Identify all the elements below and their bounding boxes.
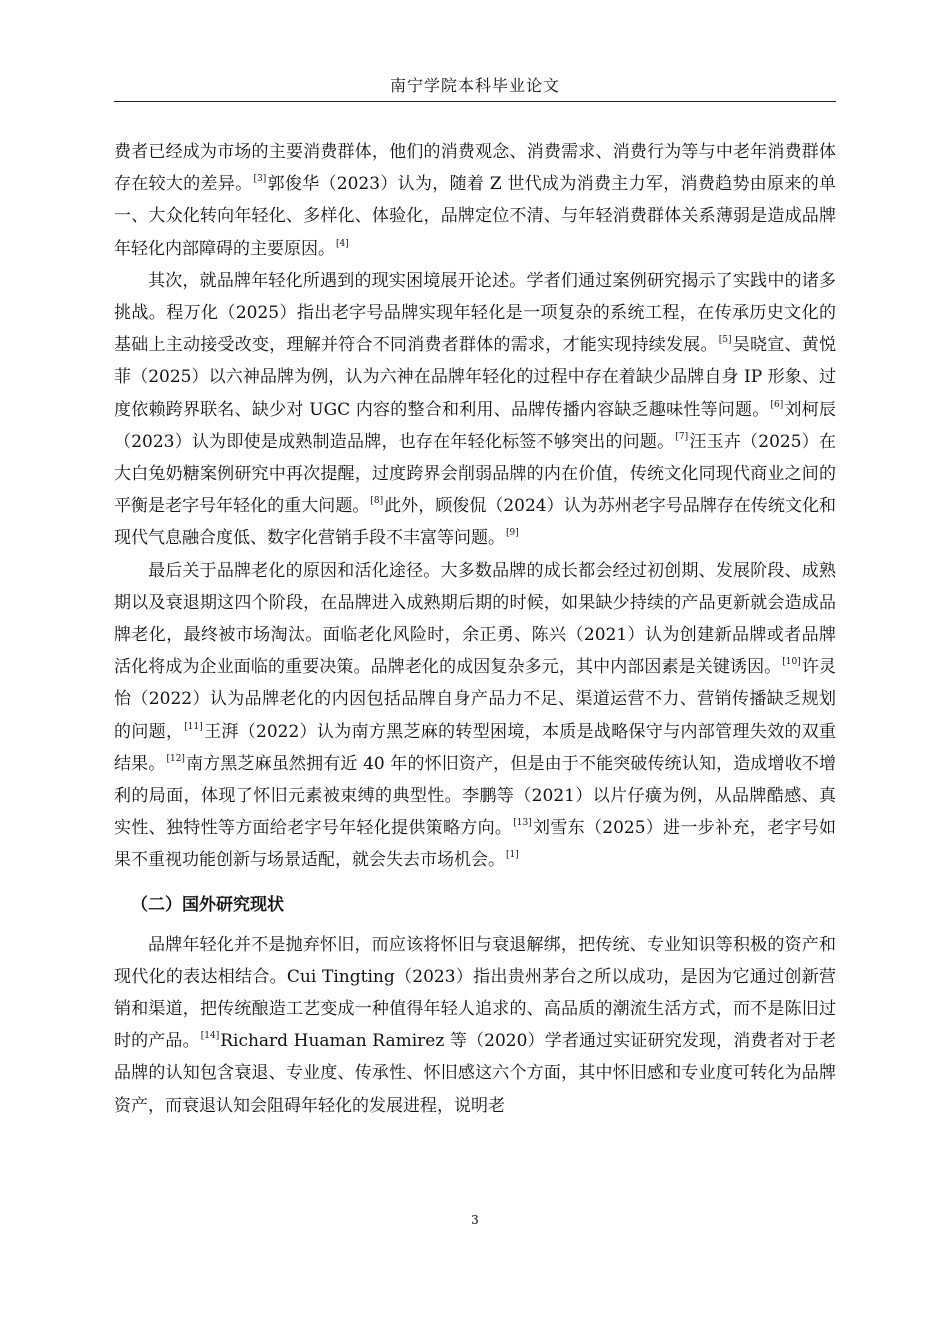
- citation-ref: [9]: [506, 528, 519, 539]
- paragraph-2-text-5: 此外，顾俊侃（2024）认为苏州老字号品牌存在传统文化和现代气息融合度低、数字化营销手段不丰富等问题。: [114, 496, 837, 549]
- citation-ref: [5]: [718, 335, 732, 346]
- citation-ref: [8]: [370, 496, 384, 507]
- citation-ref: [13]: [513, 818, 532, 829]
- citation-ref: [1]: [506, 850, 519, 861]
- citation-ref: [4]: [336, 238, 349, 249]
- paragraph-2-text-3: 刘柯辰（2023）认为即使是成熟制造品牌，也存在年轻化标签不够突出的问题。: [114, 399, 836, 452]
- paragraph-3-text-3: 王湃（2022）认为南方黑芝麻的转型困境，本质是战略保守与内部管理失效的双重结果。: [114, 721, 837, 774]
- citation-ref: [12]: [166, 753, 185, 764]
- paragraph-2-text-4: 汪玉卉（2025）在大白兔奶糖案例研究中再次提醒，过度跨界会削弱品牌的内在价值，传统文化同现代商业之间的平衡是老字号年轻化的重大问题。: [114, 431, 836, 517]
- paragraph-4: [114, 929, 836, 1122]
- header-divider: [114, 101, 836, 102]
- paragraph-1-text-2: 郭俊华（2023）认为，随着 Z 世代成为消费主力军，消费趋势由原来的单一、大众化转向年轻化、多样化、体验化，品牌定位不清、与年轻消费群体关系薄弱是造成品牌年轻化内部障碍的主要原因。: [114, 174, 837, 259]
- page-body: [114, 136, 836, 1122]
- paragraph-3-text-4: 南方黑芝麻虽然拥有近 40 年的怀旧资产，但是由于不能突破传统认知，造成增收不增利的局面，体现了怀旧元素被束缚的典型性。李鹏等（2021）以片仔癀为例，从品牌酷感、真实性、独特性等方面给老字号年轻化提供策略方向。: [114, 753, 836, 839]
- running-header: 南宁学院本科毕业论文: [389, 76, 560, 95]
- citation-ref: [14]: [200, 1031, 220, 1042]
- paragraph-1-text-1: 费者已经成为市场的主要消费群体，他们的消费观念、消费需求、消费行为等与中老年消费群体存在较大的差异。: [114, 142, 836, 195]
- citation-ref: [6]: [770, 399, 784, 410]
- paragraph-2-text-2: 吴晓宣、黄悦菲（2025）以六神品牌为例，认为六神在品牌年轻化的过程中存在着缺少品牌自身 IP 形象、过度依赖跨界联名、缺少对 UGC 内容的整合和利用、品牌传播内容缺乏趣味性等问题。: [114, 335, 836, 420]
- section-heading: （二）国外研究现状: [131, 894, 284, 915]
- paragraph-2: [114, 265, 836, 555]
- paragraph-3: [114, 555, 836, 877]
- citation-ref: [11]: [184, 721, 203, 732]
- paragraph-2-text-1: 其次，就品牌年轻化所遇到的现实困境展开论述。学者们通过案例研究揭示了实践中的诸多挑战。程万化（2025）指出老字号品牌实现年轻化是一项复杂的系统工程，在传承历史文化的基础上主动接受改变，理解并符合不同消费者群体的需求，才能实现持续发展。: [114, 270, 836, 356]
- paragraph-3-text-1: 最后关于品牌老化的原因和活化途径。大多数品牌的成长都会经过初创期、发展阶段、成熟期以及衰退期这四个阶段，在品牌进入成熟期后期的时候，如果缺少持续的产品更新就会造成品牌老化，最终被市场淘汰。面临老化风险时，余正勇、陈兴（2021）认为创建新品牌或者品牌活化将成为企业面临的重要决策。品牌老化的成因复杂多元，其中内部因素是关键诱因。: [114, 560, 836, 678]
- citation-ref: [3]: [253, 174, 267, 185]
- citation-ref: [7]: [675, 431, 689, 442]
- paragraph-3-text-2: 许灵怡（2022）认为品牌老化的内因包括品牌自身产品力不足、渠道运营不力、营销传播缺乏规划的问题，: [114, 657, 837, 742]
- citation-ref: [10]: [782, 657, 801, 668]
- page-number: 3: [471, 1213, 479, 1227]
- paragraph-4-text-1: 品牌年轻化并不是抛弃怀旧，而应该将怀旧与衰退解绑，把传统、专业知识等积极的资产和现代化的表达相结合。Cui Tingting（2023）指出贵州茅台之所以成功，是因为它通过创新营销和渠道，把传统酿造工艺变成一种值得年轻人追求的、高品质的潮流生活方式，而不是陈旧过时的产品。: [114, 934, 836, 1052]
- paragraph-3-text-5: 刘雪东（2025）进一步补充，老字号如果不重视功能创新与场景适配，就会失去市场机会。: [114, 818, 837, 871]
- paragraph-4-text-2: Richard Huaman Ramirez 等（2020）学者通过实证研究发现，消费者对于老品牌的认知包含衰退、专业度、传承性、怀旧感这六个方面，其中怀旧感和专业度可转化为品牌资产，而衰退认知会阻碍年轻化的发展进程，说明老: [114, 1031, 837, 1116]
- paragraph-1: [114, 136, 836, 265]
